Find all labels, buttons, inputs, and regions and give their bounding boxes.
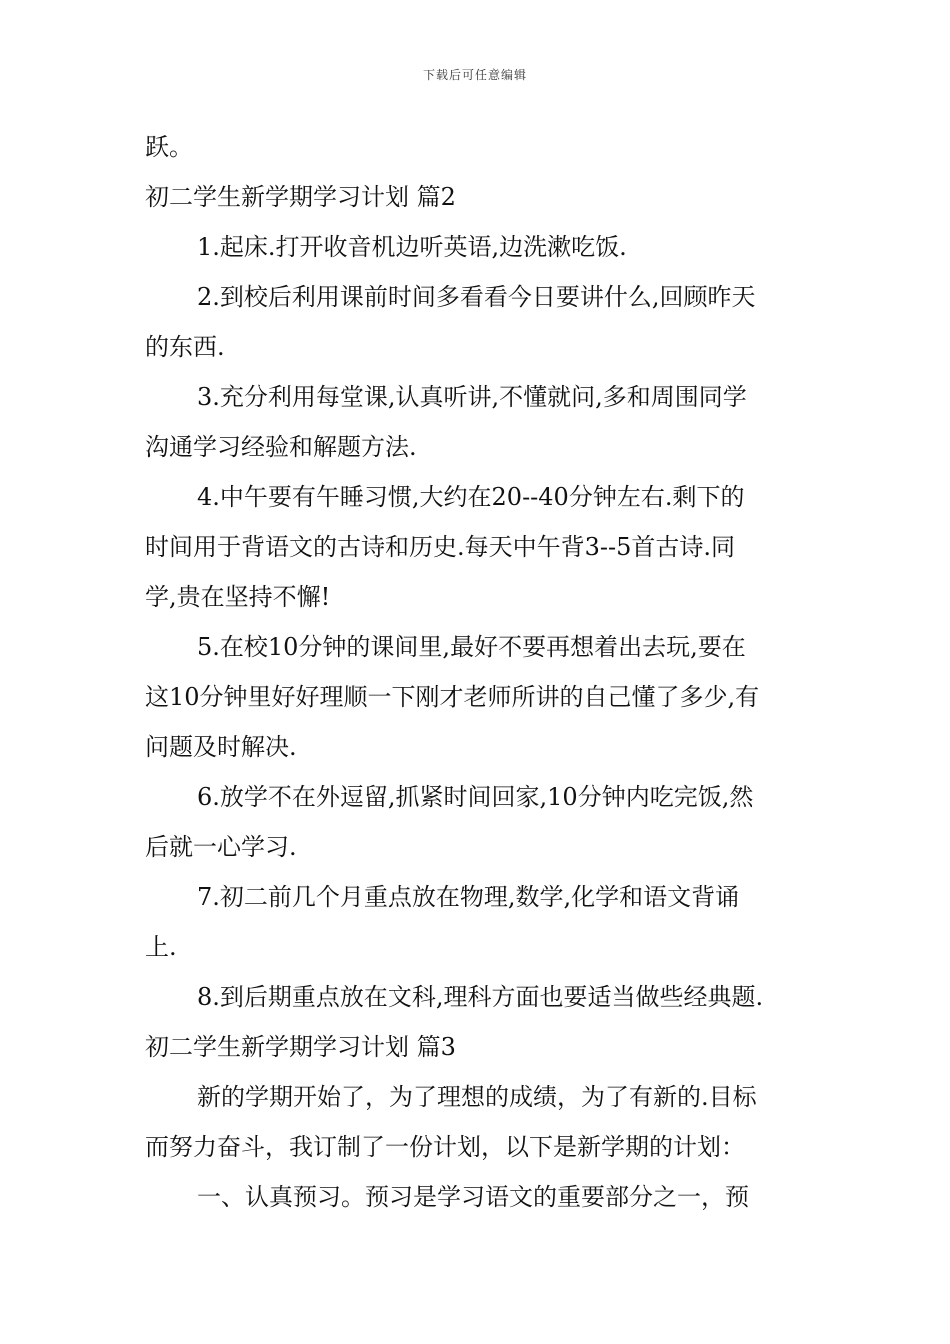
- text-line: 时间用于背语文的古诗和历史.每天中午背3--5首古诗.同: [145, 533, 736, 561]
- document-body: [145, 122, 807, 1222]
- text-line: 而努力奋斗，我订制了一份计划，以下是新学期的计划：: [145, 1133, 745, 1161]
- section-heading-2: 初二学生新学期学习计划 篇2: [145, 183, 456, 211]
- text-line: 跃。: [145, 133, 193, 161]
- text-line: 后就一心学习.: [145, 833, 297, 861]
- text-line: 一、认真预习。预习是学习语文的重要部分之一，预: [197, 1183, 749, 1211]
- text-line: 学,贵在坚持不懈!: [145, 583, 331, 611]
- text-line: 6.放学不在外逗留,抓紧时间回家,10分钟内吃完饭,然: [197, 783, 754, 811]
- text-line: 这10分钟里好好理顺一下刚才老师所讲的自己懂了多少,有: [145, 683, 760, 711]
- section-heading-3: 初二学生新学期学习计划 篇3: [145, 1033, 456, 1061]
- text-line: 问题及时解决.: [145, 733, 297, 761]
- text-line: 2.到校后利用课前时间多看看今日要讲什么,回顾昨天: [197, 283, 756, 311]
- text-line: 7.初二前几个月重点放在物理,数学,化学和语文背诵: [197, 883, 740, 911]
- text-line: 4.中午要有午睡习惯,大约在20--40分钟左右.剩下的: [197, 483, 745, 511]
- text-line: 5.在校10分钟的课间里,最好不要再想着出去玩,要在: [197, 633, 746, 661]
- text-line: 新的学期开始了，为了理想的成绩，为了有新的.目标: [197, 1083, 757, 1111]
- text-line: 上.: [145, 933, 177, 961]
- page-header: 下载后可任意编辑: [422, 68, 527, 82]
- text-line: 的东西.: [145, 333, 225, 361]
- text-line: 沟通学习经验和解题方法.: [145, 433, 417, 461]
- text-line: 1.起床.打开收音机边听英语,边洗漱吃饭.: [197, 233, 627, 261]
- text-line: 8.到后期重点放在文科,理科方面也要适当做些经典题.: [197, 983, 764, 1011]
- text-line: 3.充分利用每堂课,认真听讲,不懂就问,多和周围同学: [197, 383, 747, 411]
